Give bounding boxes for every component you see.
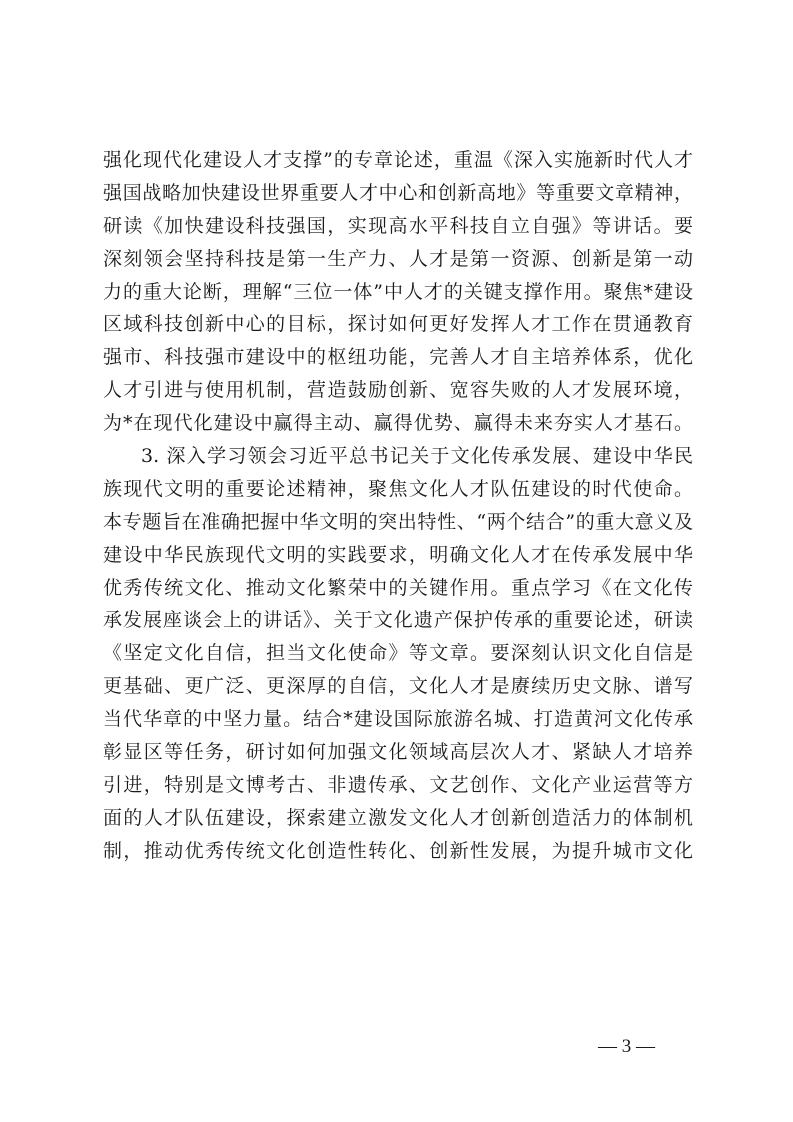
- text-line: 彰显区等任务，研讨如何加强文化领域高层次人才、紧缺人才培养: [103, 741, 693, 764]
- text-line: 优秀传统文化、推动文化繁荣中的关键作用。重点学习《在文化传: [103, 576, 693, 599]
- text-line: 制，推动优秀传统文化创造性转化、创新性发展，为提升城市文化: [103, 839, 693, 862]
- text-line: 当代华章的中坚力量。结合*建设国际旅游名城、打造黄河文化传承: [103, 708, 693, 731]
- page-number: — 3 —: [598, 1036, 655, 1057]
- text-line: 强国战略加快建设世界重要人才中心和创新高地》等重要文章精神，: [103, 181, 693, 204]
- text-line: 研读《加快建设科技强国，实现高水平科技自立自强》等讲话。要: [103, 214, 693, 237]
- text-line: 为*在现代化建设中赢得主动、赢得优势、赢得未来夯实人才基石。: [103, 412, 693, 435]
- text-line: 面的人才队伍建设，探索建立激发文化人才创新创造活力的体制机: [103, 806, 693, 829]
- text-line: 深刻领会坚持科技是第一生产力、人才是第一资源、创新是第一动: [103, 247, 693, 270]
- text-line: 族现代文明的重要论述精神，聚焦文化人才队伍建设的时代使命。: [103, 477, 693, 500]
- text-line: 强化现代化建设人才支撑”的专章论述，重温《深入实施新时代人才: [103, 149, 693, 171]
- text-line: 《坚定文化自信，担当文化使命》等文章。要深刻认识文化自信是: [103, 642, 693, 665]
- section-heading-line: 3. 深入学习领会习近平总书记关于文化传承发展、建设中华民: [141, 445, 693, 468]
- text-line: 人才引进与使用机制，营造鼓励创新、宽容失败的人才发展环境，: [103, 379, 693, 402]
- text-line: 建设中华民族现代文明的实践要求，明确文化人才在传承发展中华: [103, 543, 693, 566]
- text-line: 更基础、更广泛、更深厚的自信，文化人才是赓续历史文脉、谱写: [103, 675, 693, 698]
- text-line: 承发展座谈会上的讲话》、关于文化遗产保护传承的重要论述，研读: [103, 609, 693, 632]
- body-text: [103, 144, 693, 868]
- text-line: 本专题旨在准确把握中华文明的突出特性、“两个结合”的重大意义及: [103, 510, 693, 533]
- text-line: 强市、科技强市建设中的枢纽功能，完善人才自主培养体系，优化: [103, 346, 693, 369]
- text-line: 力的重大论断，理解“三位一体”中人才的关键支撑作用。聚焦*建设: [103, 280, 693, 303]
- text-line: 引进，特别是文博考古、非遗传承、文艺创作、文化产业运营等方: [103, 773, 693, 796]
- text-line: 区域科技创新中心的目标，探讨如何更好发挥人才工作在贯通教育: [103, 313, 693, 336]
